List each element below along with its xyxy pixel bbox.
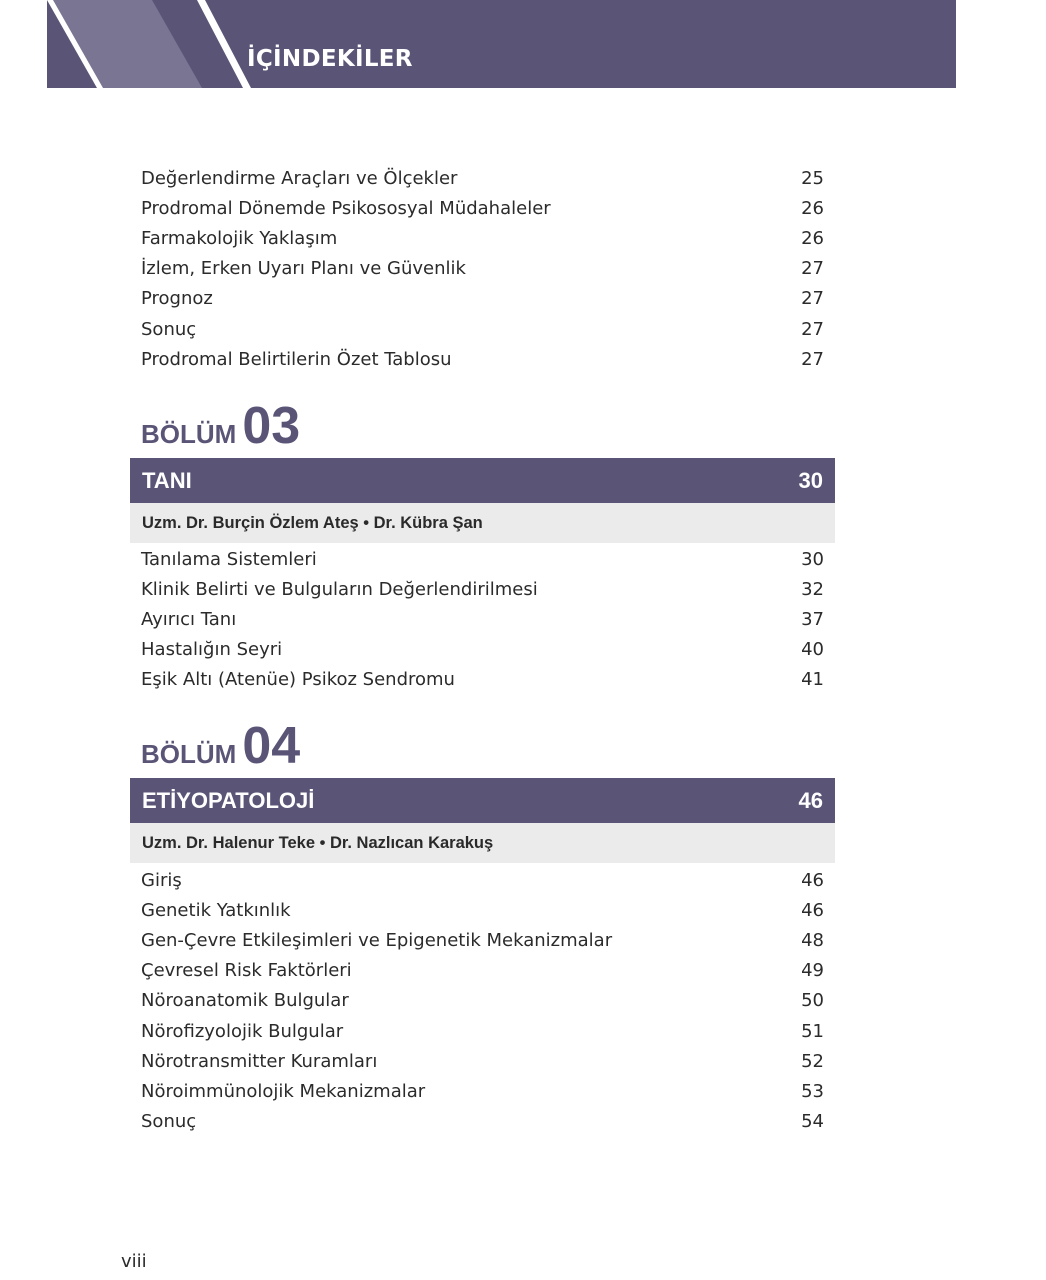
toc-entry-title: Genetik Yatkınlık (141, 899, 291, 921)
toc-entry-title: Gen-Çevre Etkileşimleri ve Epigenetik Mekanizmalar (141, 929, 613, 951)
chapter-word: BÖLÜM (141, 739, 237, 769)
toc-entry[interactable] (141, 635, 824, 665)
toc-entry[interactable] (141, 956, 824, 986)
chapter-entry-list (141, 865, 824, 1137)
toc-entry-title: Çevresel Risk Faktörleri (141, 960, 352, 982)
toc-entry-page: 54 (801, 1111, 824, 1133)
toc-entry-page: 26 (801, 227, 824, 249)
toc-entry-page: 27 (801, 348, 824, 370)
toc-entry-page: 50 (801, 990, 824, 1012)
toc-entry-title: Nöroimmünolojik Mekanizmalar (141, 1080, 426, 1102)
chapter-word: BÖLÜM (141, 419, 237, 449)
toc-entry[interactable] (141, 284, 824, 314)
toc-entry-title: Değerlendirme Araçları ve Ölçekler (141, 167, 458, 189)
toc-entry-page: 26 (801, 197, 824, 219)
toc-entry-title: Prognoz (141, 288, 213, 310)
toc-entry-page: 27 (801, 258, 824, 280)
toc-entry-title: Nöroanatomik Bulgular (141, 990, 349, 1012)
toc-entry[interactable] (141, 1076, 824, 1106)
chapter-authors (130, 823, 835, 863)
toc-entry[interactable] (141, 314, 824, 344)
toc-entry-title: Ayırıcı Tanı (141, 608, 237, 630)
chapter-page: 46 (798, 787, 823, 813)
chapter-label (141, 717, 301, 775)
chapter-authors-text: Uzm. Dr. Halenur Teke • Dr. Nazlıcan Karakuş (142, 833, 494, 852)
toc-entry[interactable] (141, 1107, 824, 1137)
page-title: İÇİNDEKİLER (247, 46, 413, 72)
chapter-number: 04 (242, 717, 301, 775)
chapter-number: 03 (242, 397, 301, 455)
toc-entry-title: Sonuç (141, 318, 197, 340)
toc-entry-title: Farmakolojik Yaklaşım (141, 227, 338, 249)
toc-entry-page: 46 (801, 899, 824, 921)
toc-entry[interactable] (141, 223, 824, 253)
toc-entry[interactable] (141, 163, 824, 193)
toc-entry[interactable] (141, 1046, 824, 1076)
chapter-title-bar[interactable] (130, 458, 835, 503)
header-decoration-icon (47, 0, 956, 88)
toc-entry[interactable] (141, 895, 824, 925)
toc-entry[interactable] (141, 604, 824, 634)
toc-entry-title: Hastalığın Seyri (141, 639, 283, 661)
toc-entry-title: Prodromal Belirtilerin Özet Tablosu (141, 348, 452, 370)
chapter-page: 30 (798, 467, 823, 493)
toc-entry-page: 51 (801, 1020, 824, 1042)
toc-entry-page: 27 (801, 288, 824, 310)
chapter-label (141, 397, 301, 455)
toc-entry-title: İzlem, Erken Uyarı Planı ve Güvenlik (141, 258, 466, 280)
toc-entry-page: 37 (801, 608, 824, 630)
toc-entry-page: 27 (801, 318, 824, 340)
toc-entry[interactable] (141, 986, 824, 1016)
toc-entry-page: 32 (801, 578, 824, 600)
toc-entry-page: 48 (801, 929, 824, 951)
toc-entry-page: 25 (801, 167, 824, 189)
toc-entry-title: Prodromal Dönemde Psikososyal Müdahaleler (141, 197, 551, 219)
toc-entry-page: 49 (801, 960, 824, 982)
toc-entry-page: 53 (801, 1080, 824, 1102)
header-bar (47, 0, 956, 88)
toc-entry[interactable] (141, 665, 824, 695)
toc-entry-page: 46 (801, 869, 824, 891)
page-number: viii (121, 1251, 147, 1272)
toc-entry[interactable] (141, 254, 824, 284)
toc-entry[interactable] (141, 344, 824, 374)
chapter-authors-text: Uzm. Dr. Burçin Özlem Ateş • Dr. Kübra Şan (142, 513, 483, 532)
toc-entry-title: Nörotransmitter Kuramları (141, 1050, 378, 1072)
chapter-title-bar[interactable] (130, 778, 835, 823)
chapter-authors (130, 503, 835, 543)
intro-entry-list (141, 163, 824, 374)
toc-entry-title: Sonuç (141, 1111, 197, 1133)
toc-entry-page: 40 (801, 639, 824, 661)
toc-entry-title: Tanılama Sistemleri (141, 548, 317, 570)
toc-entry-page: 30 (801, 548, 824, 570)
chapter-title: ETİYOPATOLOJİ (142, 787, 315, 813)
chapter-title: TANI (142, 467, 192, 493)
chapter-entry-list (141, 544, 824, 695)
toc-entry-title: Eşik Altı (Atenüe) Psikoz Sendromu (141, 669, 455, 691)
toc-entry[interactable] (141, 865, 824, 895)
toc-entry[interactable] (141, 925, 824, 955)
toc-entry-title: Klinik Belirti ve Bulguların Değerlendirilmesi (141, 578, 538, 600)
toc-entry[interactable] (141, 574, 824, 604)
toc-entry-page: 41 (801, 669, 824, 691)
toc-entry[interactable] (141, 193, 824, 223)
toc-entry[interactable] (141, 1016, 824, 1046)
toc-entry-title: Giriş (141, 869, 182, 891)
toc-entry[interactable] (141, 544, 824, 574)
toc-entry-page: 52 (801, 1050, 824, 1072)
toc-entry-title: Nörofizyolojik Bulgular (141, 1020, 344, 1042)
